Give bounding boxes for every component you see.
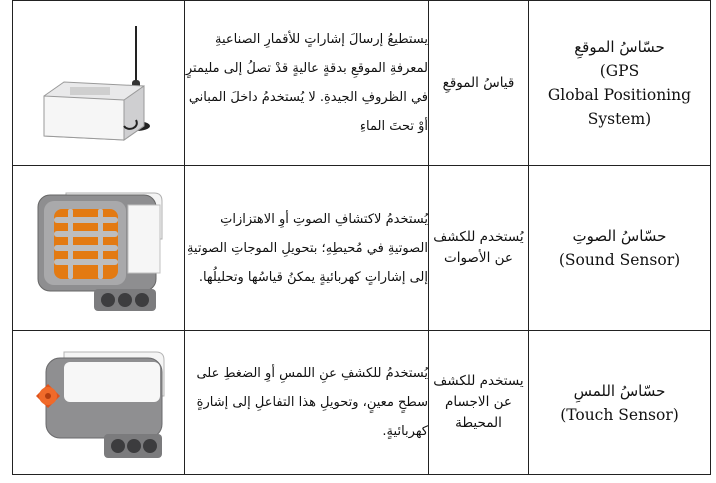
sensor-name-cell xyxy=(529,1,711,166)
sensor-name-arabic: حسّاسُ الموقعِ xyxy=(574,38,665,56)
table-row xyxy=(13,166,711,331)
touch-image-cell xyxy=(13,331,185,475)
sensor-name-english: (Touch Sensor) xyxy=(560,405,679,424)
sensor-table xyxy=(12,0,711,475)
touch-sensor-icon xyxy=(24,338,174,468)
gps-module-with-antenna-icon xyxy=(24,8,174,158)
sensor-description: يستطيعُ إرسالَ إشاراتٍ للأقمارِ الصناعيةِ لمعرفةِ الموقعِ بدقةٍ عاليةٍ قدْ تصلُ إلى مليمترٍ في الظروفِ الجيدةِ. لا يُستخدمُ داخلَ المباني أوْ تحتَ الماءِ xyxy=(185,1,429,166)
table-row xyxy=(13,1,711,166)
sensor-name-english: (Sound Sensor) xyxy=(558,251,681,269)
sound-image-cell xyxy=(13,166,185,331)
sensor-name-cell xyxy=(529,331,711,475)
gps-image-cell xyxy=(13,1,185,166)
table-row xyxy=(13,331,711,475)
sensor-use: قياسُ الموقعِ xyxy=(429,1,529,166)
sound-sensor-icon xyxy=(24,173,174,323)
sensor-use: يستخدم للكشف عن الاجسام المحيطة xyxy=(429,331,529,475)
sensor-description: يُستخدمُ للكشفِ عنِ اللمسِ أوِ الضغطِ على سطحٍ معينٍ، وتحويلِ هذا التفاعلِ إلى إشارةٍ كهربائيةٍ. xyxy=(185,331,429,475)
sensor-name-arabic: حسّاسُ اللمسِ xyxy=(573,381,666,400)
sensor-name-arabic: حسّاسُ الصوتِ xyxy=(572,227,667,245)
sensor-use: يُستخدم للكشف عن الأصوات xyxy=(429,166,529,331)
sensor-name-english: (GPS Global Positioning System) xyxy=(547,62,692,128)
sensor-name-cell xyxy=(529,166,711,331)
sensor-description: يُستخدمُ لاكتشافِ الصوتِ أوِ الاهتزازاتِ الصوتيةِ في مُحيطِهِ؛ بتحويلِ الموجاتِ الصوتيةِ إلى إشاراتٍ كهربائيةٍ يمكنُ قياسُها وتحليلُها. xyxy=(185,166,429,331)
